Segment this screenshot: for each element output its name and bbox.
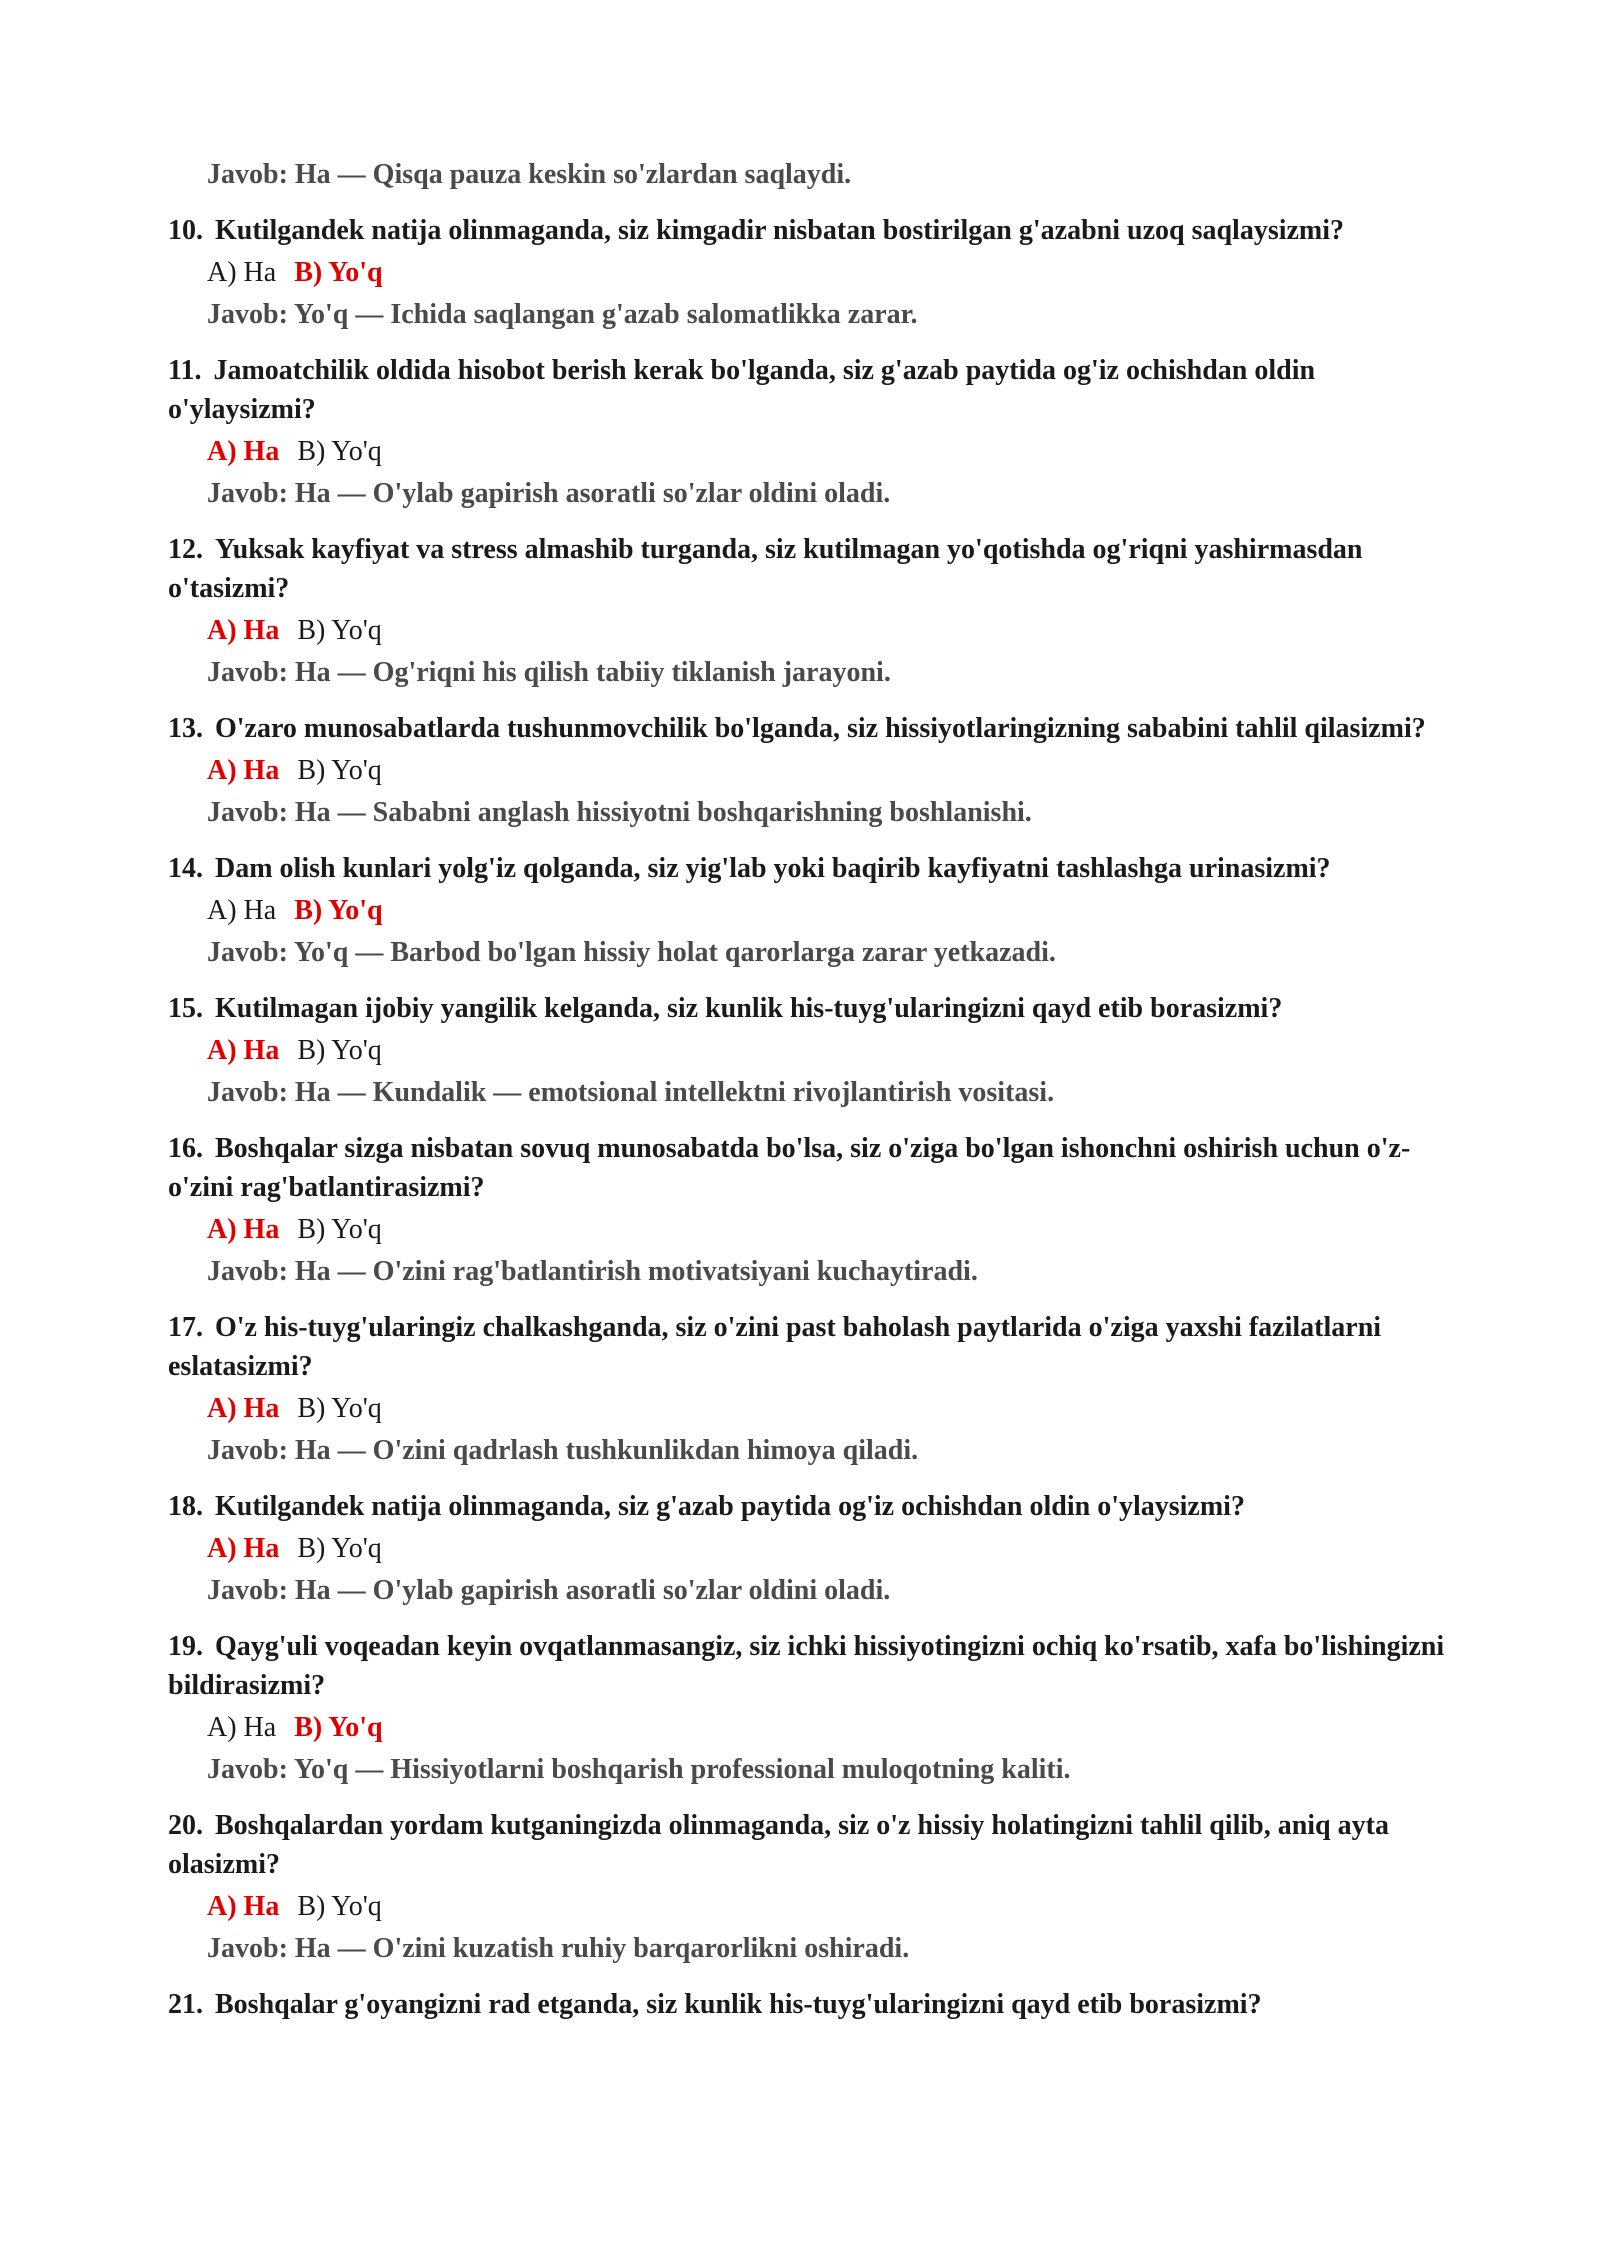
question-number: 15. bbox=[168, 993, 203, 1024]
question-number: 11. bbox=[168, 355, 202, 386]
answer-explanation: Javob: Ha — Kundalik — emotsional intellektni rivojlantirish vositasi. bbox=[207, 1077, 1055, 1108]
option-b[interactable]: B) Yo'q bbox=[297, 755, 382, 786]
question-label: Kutilmagan ijobiy yangilik kelganda, siz kunlik his-tuyg'ularingizni qayd etib borasizmi? bbox=[215, 993, 1283, 1024]
answer-options bbox=[207, 432, 1600, 471]
option-b[interactable]: B) Yo'q bbox=[297, 436, 382, 467]
question-item bbox=[0, 709, 1600, 832]
question-text bbox=[168, 1627, 1458, 1705]
answer-explanation: Javob: Ha — O'zini rag'batlantirish motivatsiyani kuchaytiradi. bbox=[207, 1256, 978, 1287]
option-a[interactable]: A) Ha bbox=[207, 1214, 280, 1245]
question-label: Boshqalar sizga nisbatan sovuq munosabatda bo'lsa, siz o'ziga bo'lgan ishonchni oshirish uchun o'z-o'zini rag'batlantirasizmi? bbox=[168, 1133, 1411, 1203]
answer-explanation: Javob: Ha — O'ylab gapirish asoratli so'zlar oldini oladi. bbox=[207, 1575, 891, 1606]
question-number: 21. bbox=[168, 1989, 203, 2020]
question-item bbox=[0, 1308, 1600, 1470]
option-a[interactable]: A) Ha bbox=[207, 1035, 280, 1066]
question-number: 20. bbox=[168, 1810, 203, 1841]
option-b[interactable]: B) Yo'q bbox=[294, 1712, 383, 1743]
question-number: 10. bbox=[168, 215, 203, 246]
question-item bbox=[0, 351, 1600, 513]
answer-explanation: Javob: Ha — Og'riqni his qilish tabiiy tiklanish jarayoni. bbox=[207, 657, 891, 688]
option-a[interactable]: A) Ha bbox=[207, 895, 277, 926]
question-number: 13. bbox=[168, 713, 203, 744]
option-b[interactable]: B) Yo'q bbox=[294, 895, 383, 926]
answer-options bbox=[207, 1389, 1600, 1428]
answer-explanation: Javob: Yo'q — Barbod bo'lgan hissiy holat qarorlarga zarar yetkazadi. bbox=[207, 937, 1056, 968]
question-label: Jamoatchilik oldida hisobot berish kerak bo'lganda, siz g'azab paytida og'iz ochishdan oldin o'ylaysizmi? bbox=[168, 355, 1316, 425]
question-label: Kutilgandek natija olinmaganda, siz kimgadir nisbatan bostirilgan g'azabni uzoq saqlaysizmi? bbox=[215, 215, 1345, 246]
question-label: Kutilgandek natija olinmaganda, siz g'azab paytida og'iz ochishdan oldin o'ylaysizmi? bbox=[215, 1491, 1245, 1522]
question-text bbox=[168, 351, 1458, 429]
option-a[interactable]: A) Ha bbox=[207, 755, 280, 786]
option-a[interactable]: A) Ha bbox=[207, 436, 280, 467]
option-b[interactable]: B) Yo'q bbox=[297, 1214, 382, 1245]
answer-explanation: Javob: Ha — O'ylab gapirish asoratli so'zlar oldini oladi. bbox=[207, 478, 891, 509]
answer-explanation: Javob: Ha — Qisqa pauza keskin so'zlardan saqlaydi. bbox=[207, 159, 852, 190]
option-b[interactable]: B) Yo'q bbox=[297, 615, 382, 646]
option-a[interactable]: A) Ha bbox=[207, 1393, 280, 1424]
question-text bbox=[168, 1487, 1458, 1526]
question-item bbox=[0, 530, 1600, 692]
question-label: Qayg'uli voqeadan keyin ovqatlanmasangiz, siz ichki hissiyotingizni ochiq ko'rsatib, xafa bo'lishingizni bildirasizmi? bbox=[168, 1631, 1445, 1701]
question-label: O'zaro munosabatlarda tushunmovchilik bo'lganda, siz hissiyotlaringizning sababini tahlil qilasizmi? bbox=[215, 713, 1426, 744]
option-b[interactable]: B) Yo'q bbox=[297, 1035, 382, 1066]
question-text bbox=[168, 1308, 1458, 1386]
answer-options bbox=[207, 1708, 1600, 1747]
answer-options bbox=[207, 1887, 1600, 1926]
answer-explanation: Javob: Ha — Sababni anglash hissiyotni boshqarishning boshlanishi. bbox=[207, 797, 1032, 828]
option-b[interactable]: B) Yo'q bbox=[297, 1891, 382, 1922]
question-text bbox=[168, 709, 1458, 748]
option-a[interactable]: A) Ha bbox=[207, 257, 277, 288]
answer-explanation: Javob: Ha — O'zini qadrlash tushkunlikdan himoya qiladi. bbox=[207, 1435, 919, 1466]
answer-explanation: Javob: Yo'q — Hissiyotlarni boshqarish professional muloqotning kaliti. bbox=[207, 1754, 1071, 1785]
question-item bbox=[0, 1129, 1600, 1291]
answer-explanation: Javob: Ha — O'zini kuzatish ruhiy barqarorlikni oshiradi. bbox=[207, 1933, 910, 1964]
question-text bbox=[168, 530, 1458, 608]
question-text bbox=[168, 1985, 1458, 2024]
question-text bbox=[168, 1806, 1458, 1884]
answer-options bbox=[207, 1031, 1600, 1070]
question-number: 17. bbox=[168, 1312, 203, 1343]
question-item bbox=[0, 1985, 1600, 2024]
question-number: 19. bbox=[168, 1631, 203, 1662]
question-number: 14. bbox=[168, 853, 203, 884]
question-item bbox=[0, 211, 1600, 334]
question-item bbox=[0, 1627, 1600, 1789]
question-item-9-tail bbox=[0, 155, 1600, 194]
question-label: Yuksak kayfiyat va stress almashib turganda, siz kutilmagan yo'qotishda og'riqni yashirmasdan o'tasizmi? bbox=[168, 534, 1363, 604]
option-a[interactable]: A) Ha bbox=[207, 1712, 277, 1743]
option-a[interactable]: A) Ha bbox=[207, 615, 280, 646]
question-label: Boshqalardan yordam kutganingizda olinmaganda, siz o'z hissiy holatingizni tahlil qilib, aniq ayta olasizmi? bbox=[168, 1810, 1389, 1880]
question-item bbox=[0, 989, 1600, 1112]
question-text bbox=[168, 211, 1458, 250]
answer-options bbox=[207, 1210, 1600, 1249]
question-label: Boshqalar g'oyangizni rad etganda, siz kunlik his-tuyg'ularingizni qayd etib borasizmi? bbox=[215, 1989, 1262, 2020]
answer-options bbox=[207, 1529, 1600, 1568]
question-number: 16. bbox=[168, 1133, 203, 1164]
question-number: 12. bbox=[168, 534, 203, 565]
answer-options bbox=[207, 253, 1600, 292]
question-label: Dam olish kunlari yolg'iz qolganda, siz yig'lab yoki baqirib kayfiyatni tashlashga urinasizmi? bbox=[215, 853, 1331, 884]
option-a[interactable]: A) Ha bbox=[207, 1891, 280, 1922]
answer-options bbox=[207, 891, 1600, 930]
question-text bbox=[168, 849, 1458, 888]
option-a[interactable]: A) Ha bbox=[207, 1533, 280, 1564]
question-label: O'z his-tuyg'ularingiz chalkashganda, siz o'zini past baholash paytlarida o'ziga yaxshi fazilatlarni eslatasizmi? bbox=[168, 1312, 1382, 1382]
answer-options bbox=[207, 751, 1600, 790]
question-number: 18. bbox=[168, 1491, 203, 1522]
option-b[interactable]: B) Yo'q bbox=[297, 1393, 382, 1424]
question-list bbox=[0, 152, 1600, 2024]
question-item bbox=[0, 849, 1600, 972]
option-b[interactable]: B) Yo'q bbox=[294, 257, 383, 288]
answer-explanation: Javob: Yo'q — Ichida saqlangan g'azab salomatlikka zarar. bbox=[207, 299, 918, 330]
question-text bbox=[168, 1129, 1458, 1207]
question-item bbox=[0, 1487, 1600, 1610]
question-item bbox=[0, 1806, 1600, 1968]
answer-options bbox=[207, 611, 1600, 650]
option-b[interactable]: B) Yo'q bbox=[297, 1533, 382, 1564]
question-text bbox=[168, 989, 1458, 1028]
